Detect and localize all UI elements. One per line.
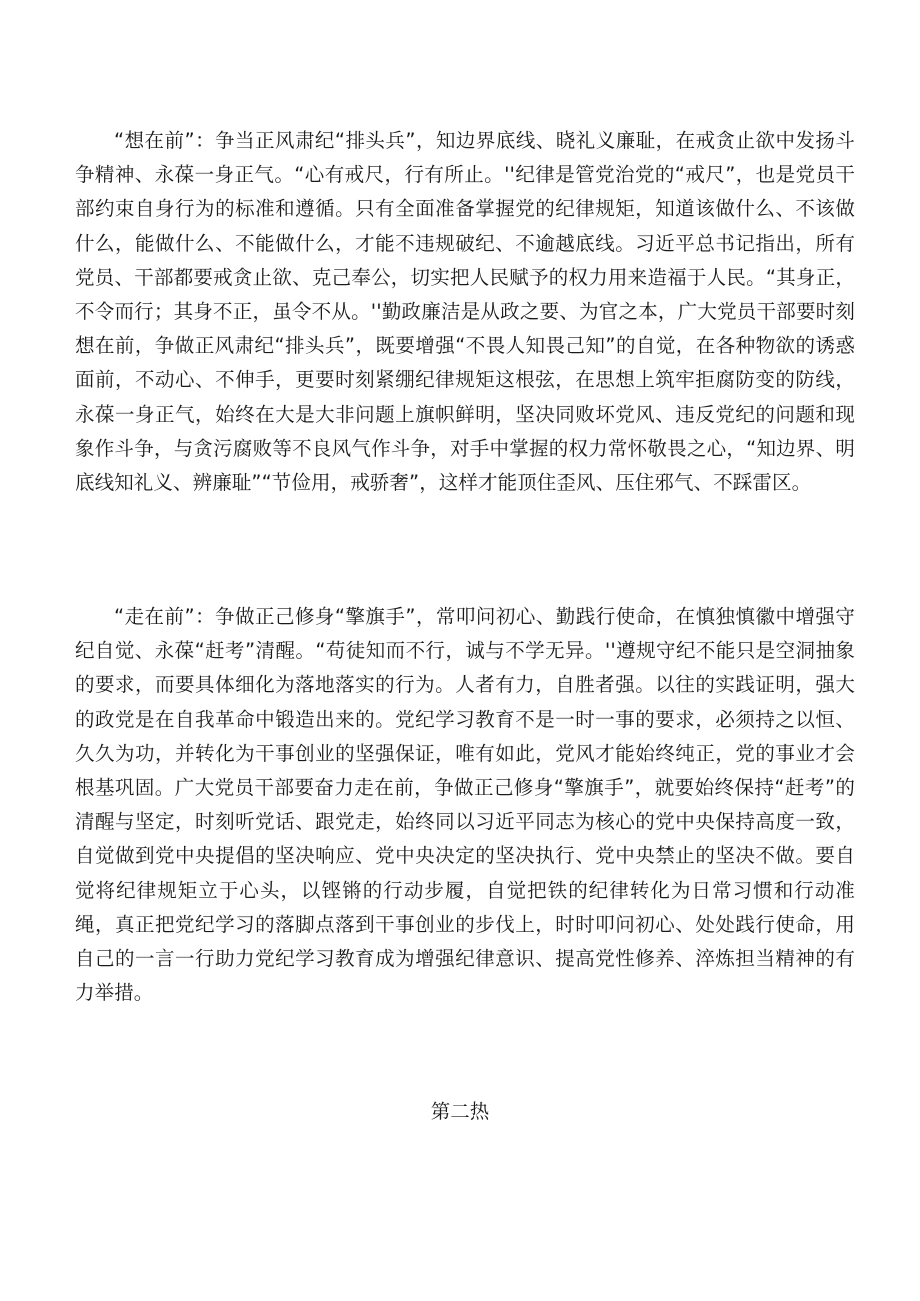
paragraph-walk-ahead: “走在前”：争做正己修身“擎旗手”，常叩问初心、勤践行使命，在慎独慎徽中增强守纪自觉、永葆“赶考”清醒。“苟徒知而不行，诚与不学无异。''遵规守纪不能只是空洞抽象的要求，而要具体细化为落地落实的行为。人者有力，自胜者强。以往的实践证明，强大的政党是在自我革命中锻造出来的。党纪学习教育不是一时一事的要求，必须持之以恒、久久为功，并转化为干事创业的坚强保证，唯有如此，党风才能始终纯正，党的事业才会根基巩固。广大党员干部要奋力走在前，争做正己修身“擎旗手”，就要始终保持“赶考”的清醒与坚定，时刻听党话、跟党走，始终同以习近平同志为核心的党中央保持高度一致，自觉做到党中央提倡的坚决响应、党中央决定的坚决执行、党中央禁止的坚决不做。要自觉将纪律规矩立于心头，以铿锵的行动步履，自觉把铁的纪律转化为日常习惯和行动准绳，真正把党纪学习的落脚点落到干事创业的步伐上，时时叩问初心、处处践行使命，用自己的一言一行助力党纪学习教育成为增强纪律意识、提高党性修养、淬炼担当精神的有力举措。	[75, 605, 855, 1005]
paragraph-think-ahead: “想在前”：争当正风肃纪“排头兵”，知边界底线、晓礼义廉耻，在戒贪止欲中发扬斗争精神、永葆一身正气。“心有戒尺，行有所止。''纪律是管党治党的“戒尺”，也是党员干部约束自身行为的标准和遵循。只有全面准备掌握党的纪律规矩，知道该做什么、不该做什么，能做什么、不能做什么，才能不违规破纪、不逾越底线。习近平总书记指出，所有党员、干部都要戒贪止欲、克己奉公，切实把人民赋予的权力用来造福于人民。“其身正，不令而行；其身不正，虽令不从。''勤政廉洁是从政之要、为官之本，广大党员干部要时刻想在前，争做正风肃纪“排头兵”，既要增强“不畏人知畏己知”的自觉，在各种物欲的诱惑面前，不动心、不伸手，更要时刻紧绷纪律规矩这根弦，在思想上筑牢拒腐防变的防线，永葆一身正气，始终在大是大非问题上旗帜鲜明，坚决同败坏党风、违反党纪的问题和现象作斗争，与贪污腐败等不良风气作斗争，对手中掌握的权力常怀敬畏之心，“知边界、明底线知礼义、辨廉耻”“节俭用，戒骄奢”，这样才能顶住歪风、压住邪气、不踩雷区。	[75, 129, 855, 495]
section-heading: 第二热	[430, 1100, 490, 1123]
